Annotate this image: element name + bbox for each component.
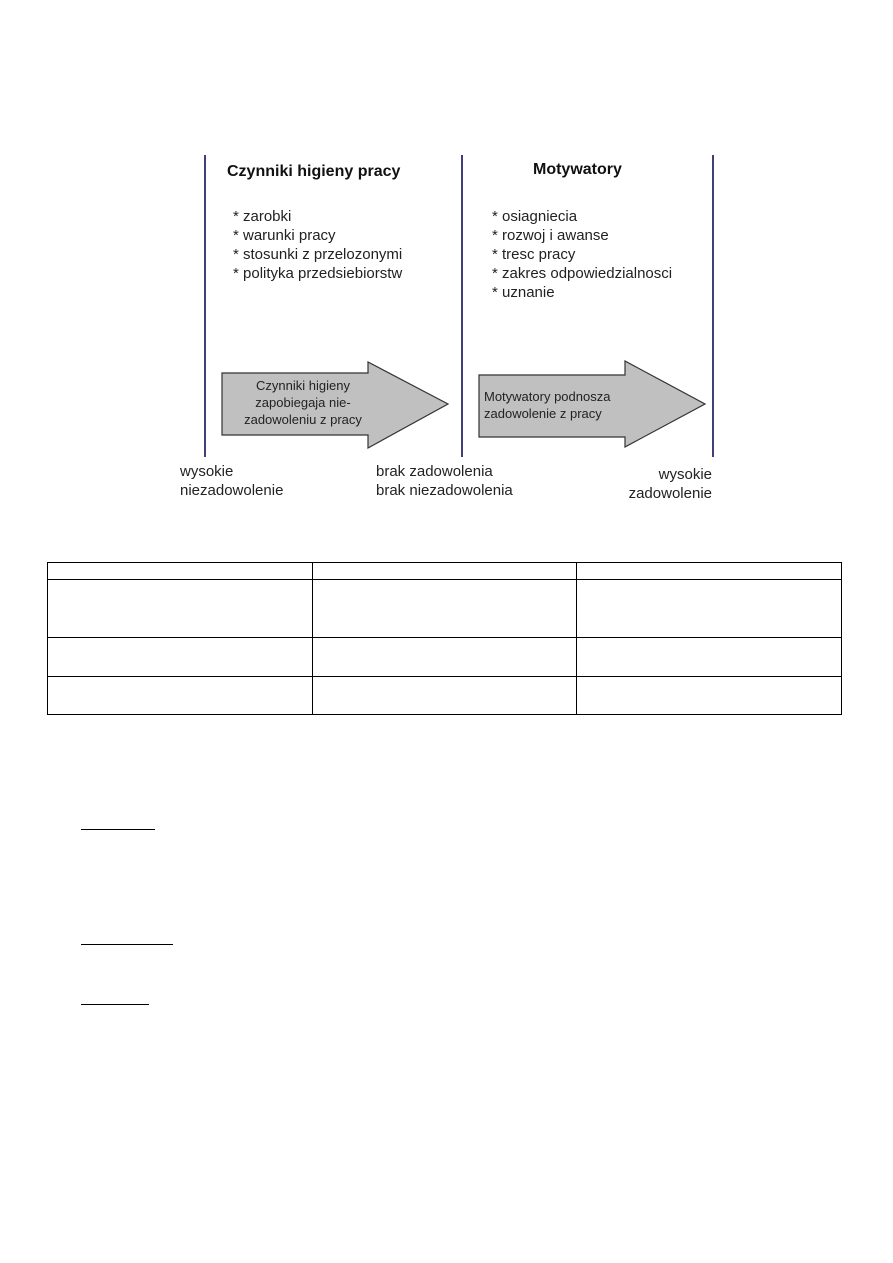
table-cell [48,677,313,715]
motivators-arrow-label [484,388,634,422]
table-row [48,677,842,715]
motivators-list [492,207,672,302]
arrow-label-line: zapobiegaja nie- [255,395,351,410]
table-row [48,580,842,638]
table-cell [577,638,842,677]
divider-right [712,155,714,457]
table-cell [312,638,577,677]
arrow-label-line: Motywatory podnosza [484,389,611,404]
herzberg-diagram [172,145,727,510]
list-item: * uznanie [492,284,555,301]
label-line: zadowolenie [628,485,712,502]
hygiene-arrow-label [238,377,368,428]
table-cell [577,563,842,580]
arrow-label-line: zadowolenie z pracy [484,406,602,421]
label-line: wysokie [180,463,234,480]
label-line: brak zadowolenia [376,463,493,480]
label-line: niezadowolenie [180,482,284,499]
label-line: wysokie [658,466,712,483]
list-item: * stosunki z przelozonymi [233,246,403,263]
list-item: * zarobki [233,208,292,225]
divider-middle [461,155,463,457]
table-row [48,563,842,580]
list-item: * osiagniecia [492,208,578,225]
hygiene-heading: Czynniki higieny pracy [227,163,401,180]
list-item: * tresc pracy [492,246,576,263]
divider-left [204,155,206,457]
arrow-label-line: Czynniki higieny [256,378,350,393]
table-cell [312,563,577,580]
list-item: * rozwoj i awanse [492,227,609,244]
table-cell [577,580,842,638]
table-cell [48,563,313,580]
list-item: * polityka przedsiebiorstw [233,265,403,282]
table-row [48,638,842,677]
table-cell [48,638,313,677]
table-cell [48,580,313,638]
list-item: * zakres odpowiedzialnosci [492,265,673,282]
underline-blank [81,944,173,945]
label-line: brak niezadowolenia [376,482,513,499]
underline-blank [81,1004,149,1005]
scale-left-label [180,462,283,500]
table-cell [312,677,577,715]
table-cell [577,677,842,715]
scale-middle-label [376,462,513,500]
scale-right-label [592,465,712,503]
empty-table [47,562,842,715]
hygiene-list [233,207,402,283]
table-cell [312,580,577,638]
list-item: * warunki pracy [233,227,336,244]
arrow-label-line: zadowoleniu z pracy [244,412,362,427]
underline-blank [81,829,155,830]
motivators-heading: Motywatory [533,161,622,178]
